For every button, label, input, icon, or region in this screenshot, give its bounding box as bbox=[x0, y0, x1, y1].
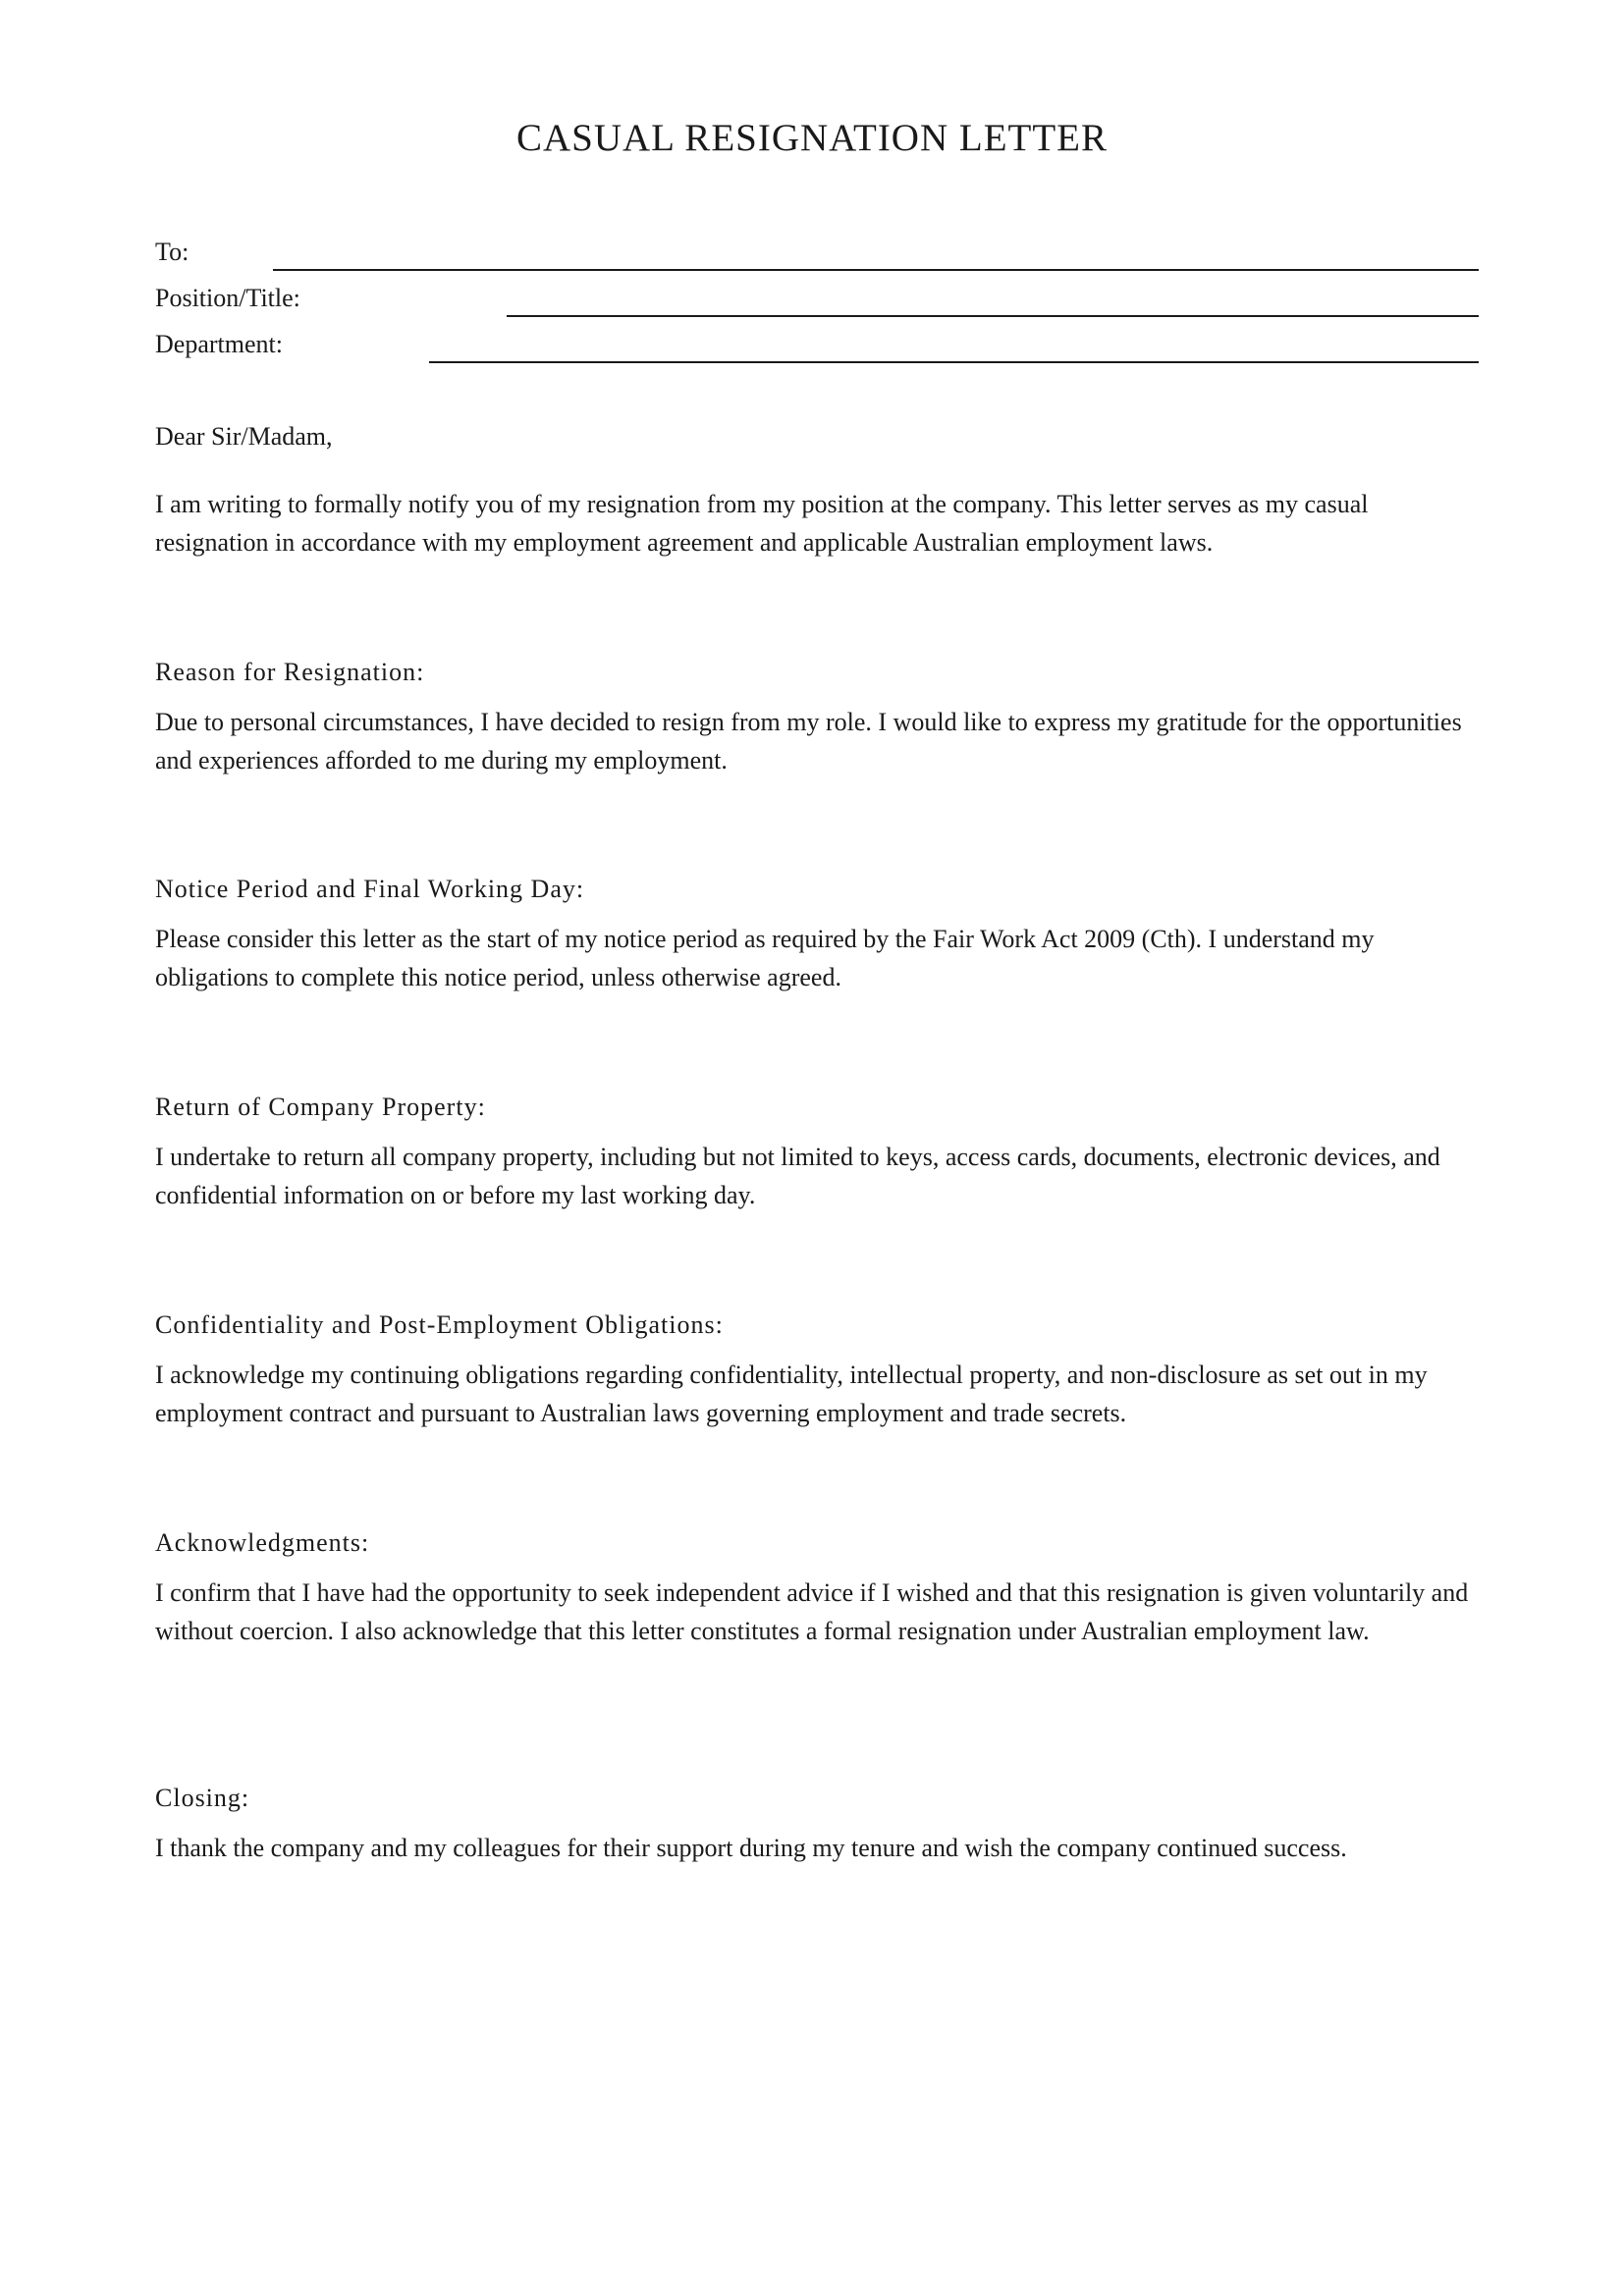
salutation: Dear Sir/Madam, bbox=[155, 422, 333, 451]
department-field-row bbox=[155, 326, 1479, 365]
position-title-input-line[interactable] bbox=[507, 315, 1479, 317]
position-title-label: Position/Title: bbox=[155, 284, 300, 312]
to-input-line[interactable] bbox=[273, 269, 1479, 271]
section-body-notice-period: Please consider this letter as the start of my notice period as required by the Fair Work Act 2009 (Cth). I understand my obligations to complete this notice period, unless otherwise agreed. bbox=[155, 925, 1375, 991]
department-label: Department: bbox=[155, 330, 283, 358]
section-body-confidentiality: I acknowledge my continuing obligations regarding confidentiality, intellectual property, and non-disclosure as set out in my employment contract and pursuant to Australian laws governing employment and trade secrets. bbox=[155, 1361, 1428, 1427]
department-input-line[interactable] bbox=[429, 361, 1479, 363]
section-body-closing: I thank the company and my colleagues for their support during my tenure and wish the company continued success. bbox=[155, 1834, 1347, 1862]
to-field-row bbox=[155, 234, 1479, 273]
document-title: CASUAL RESIGNATION LETTER bbox=[515, 117, 1109, 159]
section-body-company-property: I undertake to return all company property, including but not limited to keys, access cards, documents, electronic devices, and confidential information on or before my last working day. bbox=[155, 1143, 1440, 1209]
section-heading-confidentiality: Confidentiality and Post-Employment Obligations: bbox=[155, 1310, 724, 1339]
position-field-row bbox=[155, 280, 1479, 319]
section-heading-reason: Reason for Resignation: bbox=[155, 658, 425, 686]
section-body-reason: Due to personal circumstances, I have decided to resign from my role. I would like to express my gratitude for the opportunities and experiences afforded to me during my employment. bbox=[155, 708, 1462, 774]
section-body-acknowledgments: I confirm that I have had the opportunity to seek independent advice if I wished and that this resignation is given voluntarily and without coercion. I also acknowledge that this letter constitutes a formal resignation under Australian employment law. bbox=[155, 1578, 1469, 1645]
intro-paragraph: I am writing to formally notify you of my resignation from my position at the company. This letter serves as my casual resignation in accordance with my employment agreement and applicable Australian employment laws. bbox=[155, 490, 1369, 557]
section-heading-acknowledgments: Acknowledgments: bbox=[155, 1528, 370, 1557]
to-label: To: bbox=[155, 238, 189, 266]
section-heading-company-property: Return of Company Property: bbox=[155, 1093, 486, 1121]
section-heading-notice-period: Notice Period and Final Working Day: bbox=[155, 875, 585, 903]
section-heading-closing: Closing: bbox=[155, 1784, 250, 1812]
